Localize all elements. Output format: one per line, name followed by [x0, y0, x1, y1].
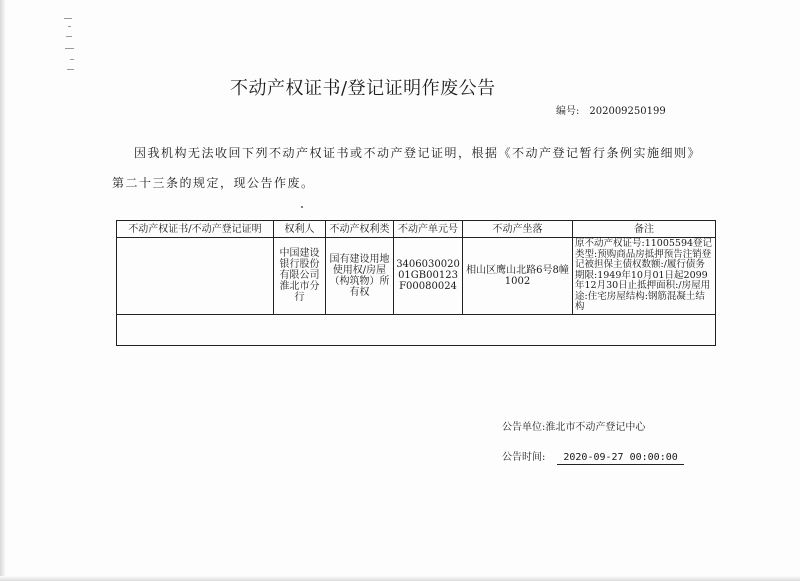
header-location: 不动产坐落	[463, 221, 573, 238]
scan-shadow-bottom	[0, 576, 800, 581]
unit-value: 淮北市不动产登记中心	[545, 422, 646, 433]
notice-table	[116, 220, 716, 346]
unit-label: 公告单位:	[502, 422, 546, 433]
speck	[301, 206, 303, 208]
header-certificate: 不动产权证书/不动产登记证明	[117, 221, 274, 238]
cell-right-type: 国有建设用地使用权/房屋（构筑物）所有权	[326, 238, 394, 315]
scan-shadow-left	[0, 0, 6, 581]
announcement-time	[502, 448, 684, 465]
serial-label: 编号:	[556, 106, 580, 117]
header-right-type: 不动产权利类	[326, 221, 394, 238]
header-holder: 权利人	[274, 221, 326, 238]
table-empty-row	[117, 314, 716, 345]
table-row	[117, 238, 716, 315]
serial-number	[556, 102, 666, 117]
cell-certificate	[117, 238, 274, 315]
time-value: 2020-09-27 00:00:00	[557, 452, 683, 465]
document-title: 不动产权证书/登记证明作废公告	[230, 78, 496, 99]
cell-unit-no: 340603002001GB00123F00080024	[394, 238, 463, 315]
cell-holder: 中国建设银行股份有限公司淮北市分行	[274, 238, 326, 315]
time-label: 公告时间:	[502, 452, 546, 463]
cell-location: 相山区鹰山北路6号8幢1002	[463, 238, 573, 315]
empty-cell	[117, 314, 716, 345]
cell-note: 原不动产权证号:11005594登记类型:预购商品房抵押预告注销登记被担保主债权数额:/履行债务期限:1949年10月01日起2099年12月30日止抵押面积:/房屋用途:住宅房屋结构:钢筋混凝土结构	[573, 238, 716, 315]
table-header-row	[117, 221, 716, 238]
notice-body: 因我机构无法收回下列不动产权证书或不动产登记证明，根据《不动产登记暂行条例实施细则》第二十三条的规定，现公告作废。	[112, 146, 702, 190]
header-unit-no: 不动产单元号	[394, 221, 463, 238]
serial-value: 202009250199	[589, 106, 666, 117]
binding-marks	[62, 14, 78, 84]
header-note: 备注	[573, 221, 716, 238]
issuing-unit	[502, 418, 645, 433]
